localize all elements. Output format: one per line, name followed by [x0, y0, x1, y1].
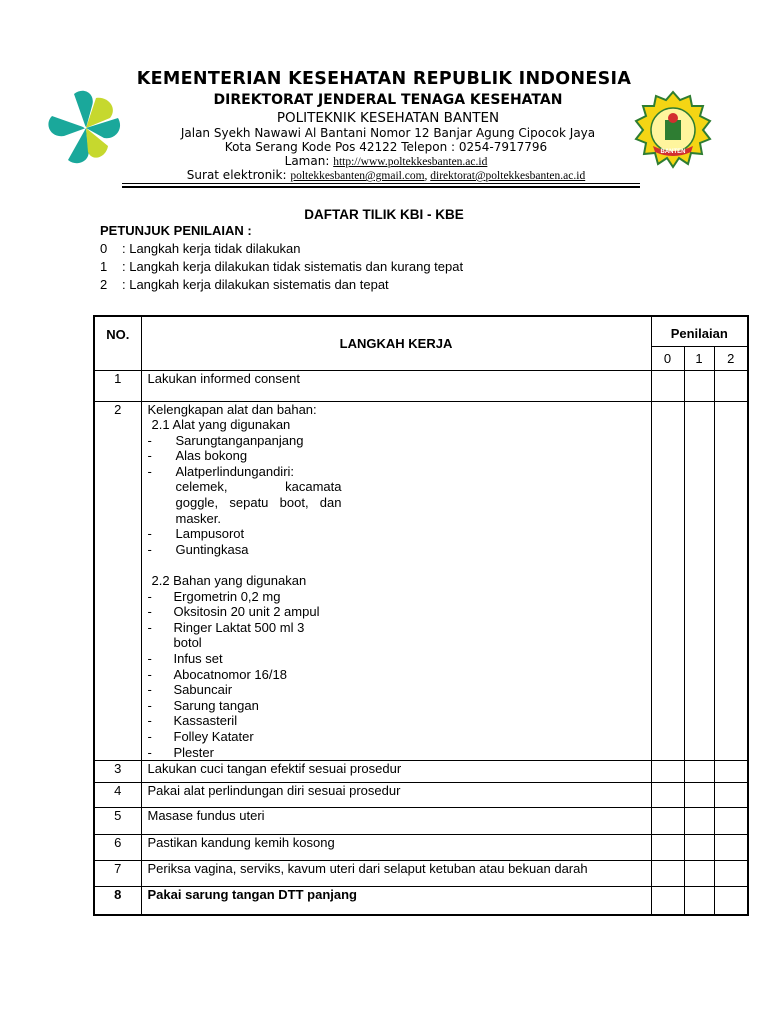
score-cell[interactable]: [714, 761, 748, 783]
score-cell[interactable]: [651, 887, 684, 915]
svg-text:BANTEN: BANTEN: [660, 149, 686, 155]
table-header-row: [94, 316, 748, 346]
table-row: 4 Pakai alat perlindungan diri sesuai prosedur: [94, 783, 748, 808]
score-cell[interactable]: [714, 808, 748, 835]
score-cell[interactable]: [684, 401, 714, 761]
header-institution: POLITEKNIK KESEHATAN BANTEN: [276, 110, 500, 126]
score-cell[interactable]: [684, 861, 714, 887]
list-item: - Abocatnomor 16/18: [147, 666, 287, 682]
score-cell[interactable]: [651, 370, 684, 401]
email-separator: ,: [424, 170, 431, 182]
legend-item-1: 1 : Langkah kerja dilakukan tidak sistematis dan kurang tepat: [100, 259, 464, 274]
score-cell[interactable]: [714, 835, 748, 861]
list-item: - Alatperlindungandiri:: [147, 463, 295, 479]
table-row: 7 Periksa vagina, serviks, kavum uteri dari selaput ketuban atau bekuan darah: [94, 861, 748, 887]
score-cell[interactable]: [651, 783, 684, 808]
table-row: [94, 401, 748, 761]
row-step-equipment: Kelengkapan alat dan bahan: 2.1 Alat yang digunakan - Sarungtanganpanjang - Alas bokong - Alatperlindungandiri: celemek, kacamata goggle, sepatu boot, dan masker. - Lampusorot - Guntingkasa 2.2 Bahan yang digunakan - Ergometrin 0,2 mg - Oksitosin 20 unit 2 ampul - Ringer Laktat 500 ml 3 botol - Infus set - Abocatnomor 16/18 - Sabuncair - Sarung tangan - Kassasteril - Folley Katater - Plester: [141, 401, 651, 761]
list-item: - Infus set: [147, 651, 223, 666]
table-row: [94, 370, 748, 401]
email-link-2[interactable]: direktorat@poltekkesbanten.ac.id: [430, 170, 586, 182]
table-row: 6 Pastikan kandung kemih kosong: [94, 835, 748, 861]
row-no: 1: [94, 370, 141, 401]
website-link[interactable]: http://www.poltekkesbanten.ac.id: [333, 156, 488, 168]
header-no: NO.: [94, 316, 141, 370]
list-item: - Guntingkasa: [147, 541, 249, 557]
list-item: - Alas bokong: [147, 448, 248, 464]
header-city-phone: Kota Serang Kode Pos 42122 Telepon : 0254-7917796: [224, 140, 548, 154]
email-label: Surat elektronik:: [186, 168, 291, 182]
header-score: Penilaian: [651, 316, 748, 346]
score-cell[interactable]: [684, 887, 714, 915]
score-cell[interactable]: [714, 861, 748, 887]
score-1: 1: [684, 346, 714, 370]
score-cell[interactable]: [651, 401, 684, 761]
score-cell[interactable]: [651, 808, 684, 835]
score-cell[interactable]: [714, 783, 748, 808]
list-item: - Sabuncair: [147, 682, 233, 698]
legend-item-2: 2 : Langkah kerja dilakukan sistematis dan tepat: [100, 277, 389, 292]
list-item: - Plester: [147, 744, 214, 760]
row-step: Lakukan informed consent: [141, 370, 651, 401]
list-item: - Sarung tangan: [147, 697, 259, 713]
table-row: 5 Masase fundus uteri: [94, 808, 748, 835]
document-title: DAFTAR TILIK KBI - KBE: [304, 207, 464, 222]
header-rule-thick: [122, 186, 640, 188]
score-cell[interactable]: [684, 835, 714, 861]
header-website: [0, 154, 768, 168]
score-cell[interactable]: [714, 401, 748, 761]
list-item: - Sarungtanganpanjang: [147, 432, 304, 448]
score-cell[interactable]: [714, 887, 748, 915]
list-item: - Kassasteril: [147, 713, 238, 729]
table-row: 3 Lakukan cuci tangan efektif sesuai prosedur: [94, 761, 748, 783]
website-label: Laman:: [284, 154, 334, 168]
score-cell[interactable]: [684, 783, 714, 808]
score-cell[interactable]: [651, 761, 684, 783]
score-cell[interactable]: [651, 835, 684, 861]
row-no: 2: [94, 401, 141, 761]
score-0: 0: [651, 346, 684, 370]
score-cell[interactable]: [684, 808, 714, 835]
score-cell[interactable]: [714, 370, 748, 401]
header-directorate: DIREKTORAT JENDERAL TENAGA KESEHATAN: [213, 92, 563, 108]
score-cell[interactable]: [684, 761, 714, 783]
email-link-1[interactable]: poltekkesbanten@gmail.com: [290, 170, 425, 182]
header-rule-thin: [122, 183, 640, 184]
header-address: Jalan Syekh Nawawi Al Bantani Nomor 12 Banjar Agung Cipocok Jaya: [180, 126, 596, 140]
legend-item-0: 0 : Langkah kerja tidak dilakukan: [100, 241, 301, 256]
score-2: 2: [714, 346, 748, 370]
list-item: - Oksitosin 20 unit 2 ampul: [147, 604, 320, 620]
score-cell[interactable]: [651, 861, 684, 887]
header-step: LANGKAH KERJA: [141, 316, 651, 370]
list-item: - Ergometrin 0,2 mg: [147, 588, 281, 604]
header-ministry: KEMENTERIAN KESEHATAN REPUBLIK INDONESIA: [136, 69, 632, 89]
table-row: 8 Pakai sarung tangan DTT panjang: [94, 887, 748, 915]
header-email: [0, 168, 768, 182]
score-cell[interactable]: [684, 370, 714, 401]
list-item: - Lampusorot: [147, 526, 245, 542]
list-item: - Folley Katater: [147, 728, 254, 744]
instructions-heading: PETUNJUK PENILAIAN :: [100, 223, 252, 238]
list-item: - Ringer Laktat 500 ml 3: [147, 619, 305, 635]
checklist-table: [93, 315, 749, 916]
